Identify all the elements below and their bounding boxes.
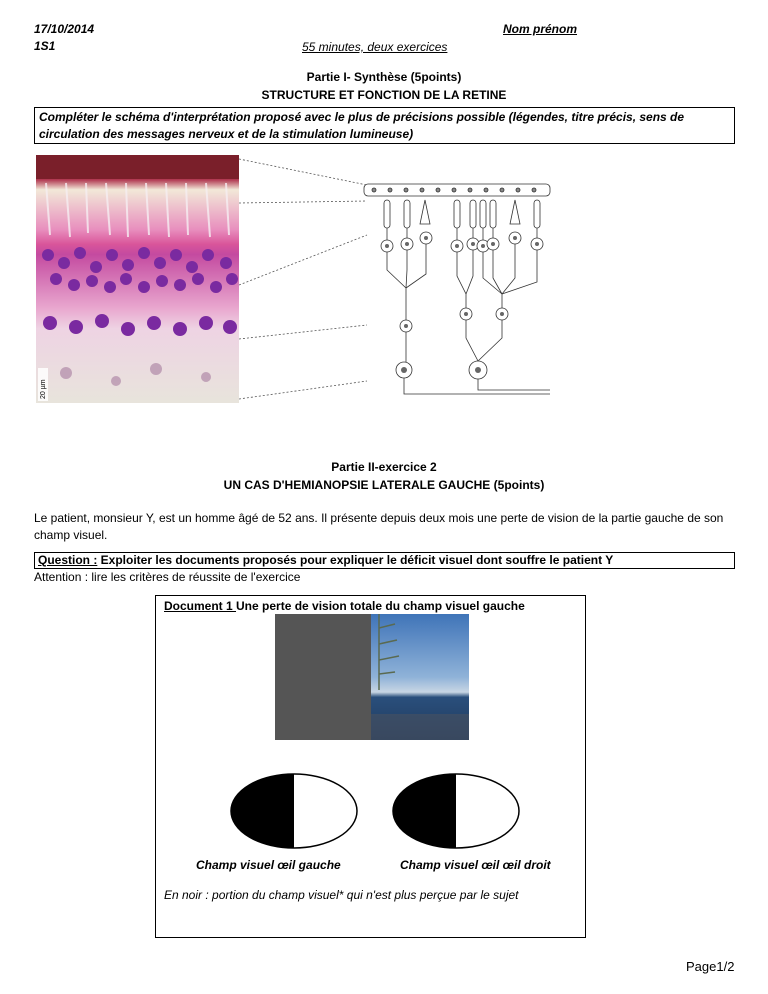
document-1-label: Document 1 (164, 599, 237, 613)
right-eye-caption: Champ visuel œil œil droit (400, 858, 551, 872)
page-number: Page1/2 (686, 959, 735, 974)
part2-intro: Le patient, monsieur Y, est un homme âgé de 52 ans. Il présente depuis deux mois une perte de vision de la partie gauche de son champ visuel. (34, 511, 724, 542)
question-label: Question : (38, 553, 98, 567)
class-label: 1S1 (34, 39, 56, 53)
question-box (34, 552, 735, 569)
part1-instruction: Compléter le schéma d'interprétation proposé avec le plus de précisions possible (légendes, titre précis, sens de circulation des messages nerveux et de la stimulation lumineuse) (34, 107, 735, 144)
exam-date: 17/10/2014 (34, 22, 95, 36)
part2-title: Partie II-exercice 2 (331, 460, 437, 474)
duration: 55 minutes, deux exercices (302, 40, 448, 54)
part2-subtitle: UN CAS D'HEMIANOPSIE LATERALE GAUCHE (5points) (223, 478, 545, 492)
part1-title: Partie I- Synthèse (5points) (306, 70, 462, 84)
retina-micrograph (36, 155, 239, 403)
part1-subtitle: STRUCTURE ET FONCTION DE LA RETINE (261, 88, 507, 102)
right-eye-field (388, 770, 526, 852)
left-eye-caption: Champ visuel œil gauche (196, 858, 341, 872)
attention-note: Attention : lire les critères de réussite de l'exercice (34, 570, 301, 584)
left-eye-field (228, 770, 364, 852)
hemianopsia-photo (275, 614, 469, 740)
document-1-heading: Une perte de vision totale du champ visuel gauche (236, 599, 525, 613)
connector-lines (239, 155, 369, 405)
document-1-title (164, 599, 525, 613)
scale-bar-label: 20 µm (40, 379, 47, 399)
visual-fields (228, 770, 528, 852)
retina-schematic (362, 178, 552, 406)
name-label: Nom prénom (503, 22, 578, 36)
question-text: Exploiter les documents proposés pour expliquer le déficit visuel dont souffre le patient Y (97, 553, 614, 567)
document-1-note: En noir : portion du champ visuel* qui n'est plus perçue par le sujet (164, 888, 519, 902)
